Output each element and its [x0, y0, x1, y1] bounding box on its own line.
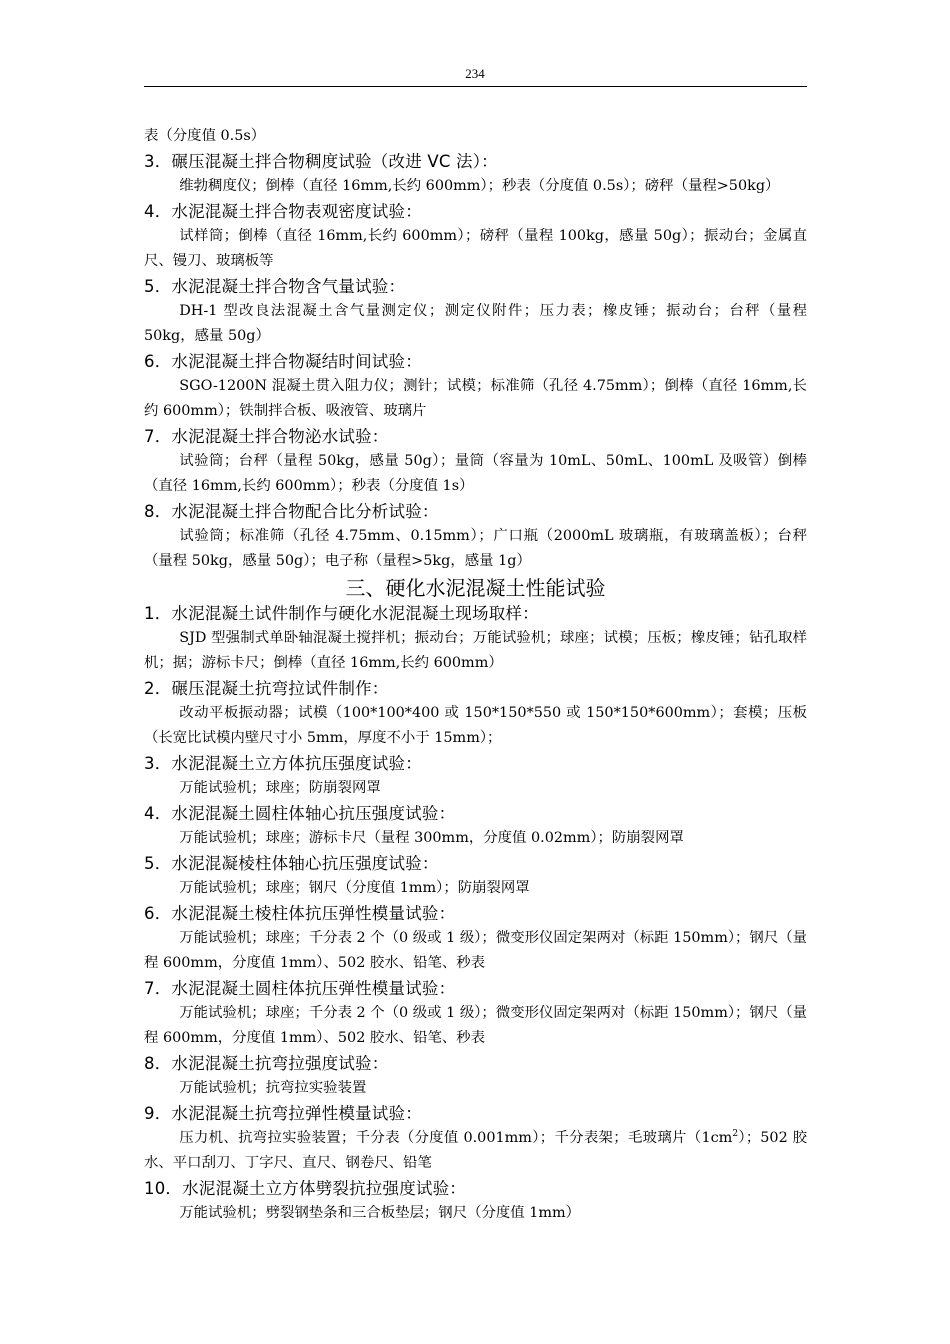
paragraph-s3-10: 万能试验机；劈裂钢垫条和三合板垫层；钢尺（分度值 1mm）: [179, 1205, 581, 1221]
heading-s3-9: 9．水泥混凝土抗弯拉弹性模量试验：: [144, 1104, 422, 1123]
paragraph-s3-9: [144, 1126, 807, 1176]
paragraph-s3-6: 万能试验机；球座；千分表 2 个（0 级或 1 级）；微变形仪固定架两对（标距 150mm）；钢尺（量程 600mm，分度值 1mm）、502 胶水、铅笔、秒表: [144, 930, 807, 971]
paragraph-s3-7: 万能试验机；球座；千分表 2 个（0 级或 1 级）；微变形仪固定架两对（标距 150mm）；钢尺（量程 600mm，分度值 1mm）、502 胶水、铅笔、秒表: [144, 1005, 807, 1046]
paragraph-s2-4: 试样筒；倒棒（直径 16mm,长约 600mm）；磅秤（量程 100kg，感量 50g）；振动台；金属直尺、镘刀、玻璃板等: [144, 228, 807, 269]
paragraph-s2-7: 试验筒；台秤（量程 50kg，感量 50g）；量筒（容量为 10mL、50mL、100mL 及吸管）倒棒（直径 16mm,长约 600mm）；秒表（分度值 1s）: [144, 453, 807, 494]
heading-s3-2: 2．碾压混凝土抗弯拉试件制作：: [144, 679, 389, 698]
heading-s2-8: 8．水泥混凝土拌合物配合比分析试验：: [144, 502, 439, 521]
paragraph-s3-5: 万能试验机；球座；钢尺（分度值 1mm）；防崩裂网罩: [179, 880, 530, 896]
document-body: [144, 124, 807, 1226]
paragraph-s3-9-part-a: 压力机、抗弯拉实验装置；千分表（分度值 0.001mm）；千分表架；毛玻璃片（1cm: [179, 1130, 733, 1146]
paragraph-s3-8: 万能试验机；抗弯拉实验装置: [179, 1080, 367, 1096]
heading-s2-3: 3．碾压混凝土拌合物稠度试验（改进 VC 法）：: [144, 152, 498, 171]
heading-s2-5: 5．水泥混凝土拌合物含气量试验：: [144, 277, 406, 296]
heading-s3-8: 8．水泥混凝土抗弯拉强度试验：: [144, 1054, 389, 1073]
paragraph-s3-1: SJD 型强制式单卧轴混凝土搅拌机；振动台；万能试验机；球座；试模；压板；橡皮锤；钻孔取样机；据；游标卡尺；倒棒（直径 16mm,长约 600mm）: [144, 630, 807, 671]
heading-s3-5: 5．水泥混凝棱柱体轴心抗压强度试验：: [144, 854, 439, 873]
paragraph-s2-8: 试验筒；标准筛（孔径 4.75mm、0.15mm）；广口瓶（2000mL 玻璃瓶，有玻璃盖板）；台秤（量程 50kg，感量 50g）；电子称（量程>5kg，感量 1g）: [144, 528, 807, 569]
paragraph-s3-9-part-b: ）；502 胶水、平口刮刀、丁字尺、直尺、钢卷尺、铅笔: [144, 1130, 808, 1171]
paragraph-s3-2: 改动平板振动器；试模（100*100*400 或 150*150*550 或 150*150*600mm）；套模；压板（长宽比试模内壁尺寸小 5mm，厚度不小于 15mm）；: [144, 705, 807, 746]
page-number: 234: [465, 66, 485, 81]
paragraph-s2-5: DH-1 型改良法混凝土含气量测定仪；测定仪附件；压力表；橡皮锤；振动台；台秤（量程 50kg，感量 50g）: [144, 303, 807, 344]
section-title: 三、硬化水泥混凝土性能试验: [345, 576, 606, 600]
heading-s3-3: 3．水泥混凝土立方体抗压强度试验：: [144, 754, 422, 773]
heading-s3-7: 7．水泥混凝土圆柱体抗压弹性模量试验：: [144, 979, 456, 998]
paragraph-s2-6: SGO-1200N 混凝土贯入阻力仪；测针；试模；标准筛（孔径 4.75mm）；倒棒（直径 16mm,长约 600mm）；铁制拌合板、吸液管、玻璃片: [144, 378, 807, 419]
paragraph-s3-3: 万能试验机；球座；防崩裂网罩: [179, 780, 381, 796]
paragraph-s2-3: 维勃稠度仪；倒棒（直径 16mm,长约 600mm）；秒表（分度值 0.5s）；磅秤（量程>50kg）: [179, 178, 780, 194]
heading-s3-6: 6．水泥混凝土棱柱体抗压弹性模量试验：: [144, 904, 456, 923]
header-rule: [144, 86, 807, 87]
heading-s3-10: 10．水泥混凝土立方体劈裂抗拉强度试验：: [144, 1179, 466, 1198]
paragraph-s3-4: 万能试验机；球座；游标卡尺（量程 300mm，分度值 0.02mm）；防崩裂网罩: [179, 830, 684, 846]
heading-s2-6: 6．水泥混凝土拌合物凝结时间试验：: [144, 352, 422, 371]
heading-s2-7: 7．水泥混凝土拌合物泌水试验：: [144, 427, 389, 446]
continued-text: 表（分度值 0.5s）: [144, 128, 266, 144]
superscript-2: 2: [732, 1129, 739, 1140]
heading-s3-4: 4．水泥混凝土圆柱体轴心抗压强度试验：: [144, 804, 456, 823]
heading-s2-4: 4．水泥混凝土拌合物表观密度试验：: [144, 202, 422, 221]
heading-s3-1: 1．水泥混凝土试件制作与硬化水泥混凝土现场取样：: [144, 604, 539, 623]
